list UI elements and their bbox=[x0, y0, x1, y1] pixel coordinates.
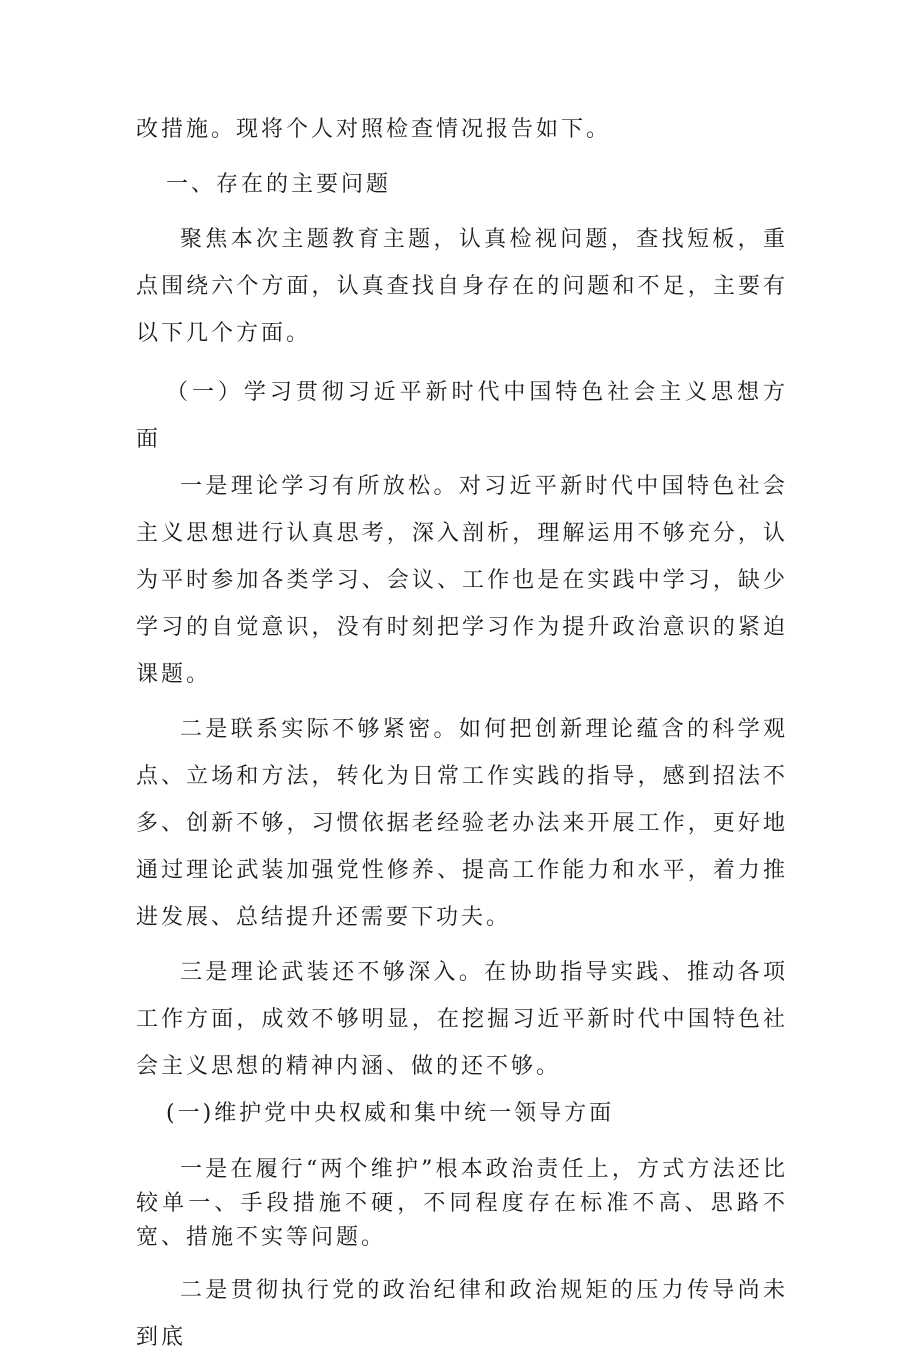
paragraph-point-one: 一是理论学习有所放松。对习近平新时代中国特色社会主义思想进行认真思考，深入剖析，理解运用不够充分，认为平时参加各类学习、会议、工作也是在实践中学习，缺少学习的自觉意识，没有时刻把学习作为提升政治意识的紧迫课题。 bbox=[136, 474, 788, 687]
paragraph-overview: 聚焦本次主题教育主题，认真检视问题，查找短板，重点围绕六个方面，认真查找自身存在的问题和不足，主要有以下几个方面。 bbox=[136, 227, 788, 346]
subsection-heading-study-thought: （一）学习贯彻习近平新时代中国特色社会主义思想方面 bbox=[136, 380, 788, 452]
section-heading-main-problems: 一、存在的主要问题 bbox=[166, 172, 392, 197]
paragraph-two-safeguards: 一是在履行“两个维护”根本政治责任上，方式方法还比较单一、手段措施不硬，不同程度存在标准不高、思路不宽、措施不实等问题。 bbox=[136, 1157, 788, 1250]
subsection-heading-central-authority: (一)维护党中央权威和集中统一领导方面 bbox=[166, 1101, 615, 1126]
paragraph-discipline-pressure: 二是贯彻执行党的政治纪律和政治规矩的压力传导尚未到底 bbox=[136, 1278, 788, 1350]
document-body bbox=[136, 106, 788, 1361]
paragraph-point-three: 三是理论武装还不够深入。在协助指导实践、推动各项工作方面，成效不够明显，在挖掘习近平新时代中国特色社会主义思想的精神内涵、做的还不够。 bbox=[136, 960, 788, 1079]
paragraph-intro-end: 改措施。现将个人对照检查情况报告如下。 bbox=[136, 117, 612, 142]
paragraph-point-two: 二是联系实际不够紧密。如何把创新理论蕴含的科学观点、立场和方法，转化为日常工作实践的指导，感到招法不多、创新不够，习惯依据老经验老办法来开展工作，更好地通过理论武装加强党性修养、提高工作能力和水平，着力推进发展、总结提升还需要下功夫。 bbox=[136, 717, 788, 930]
